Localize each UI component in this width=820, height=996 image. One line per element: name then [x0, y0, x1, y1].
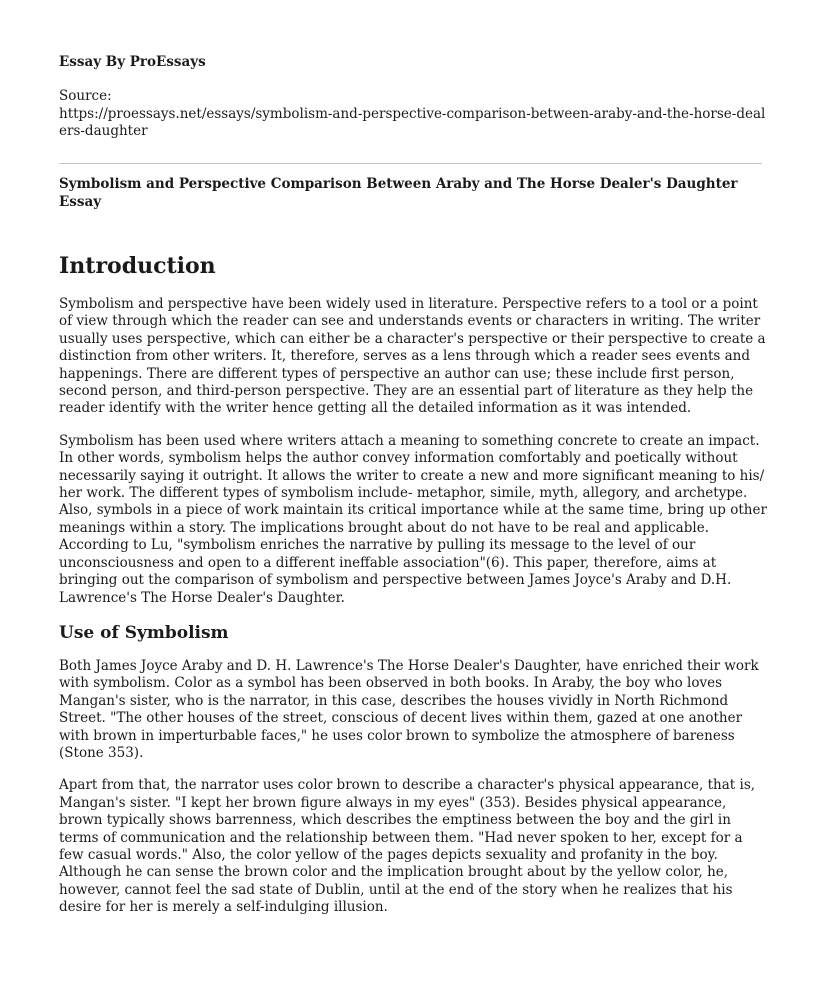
paragraph: Symbolism and perspective have been widely used in literature. Perspective refers to a tool or a point of view through which the reader can see and understands events or characters in writing. The writer usually uses perspective, which can either be a character's perspective or their perspective to create a distinction from other writers. It, therefore, serves as a lens through which a reader sees events and happenings. There are different types of perspective an author can use; these include first person, second person, and third-person perspective. They are an essential part of literature as they help the reader identify with the writer hence getting all the detailed information as it was intended.: [59, 296, 766, 417]
paragraph: Symbolism has been used where writers attach a meaning to something concrete to create an impact. In other words, symbolism helps the author convey information comfortably and poetically without necessarily saying it outright. It allows the writer to create a new and more significant meaning to his/ her work. The different types of symbolism include- metaphor, simile, myth, allegory, and archetype. Also, symbols in a piece of work maintain its critical importance while at the same time, bring up other meanings within a story. The implications brought about do not have to be real and applicable. According to Lu, "symbolism enriches the narrative by pulling its message to the level of our unconsciousness and open to a different ineffable association"(6). This paper, therefore, aims at bringing out the comparison of symbolism and perspective between James Joyce's Araby and D.H. Lawrence's The Horse Dealer's Daughter.: [59, 432, 767, 606]
paragraph: Apart from that, the narrator uses color brown to describe a character's physical appearance, that is, Mangan's sister. "I kept her brown figure always in my eyes" (353). Besides physical appearance, brown typically shows barrenness, which describes the emptiness between the boy and the girl in terms of communication and the relationship between them. "Had never spoken to her, except for a few casual words." Also, the color yellow of the pages depicts sexuality and profanity in the boy. Although he can sense the brown color and the implication brought about by the yellow color, he, however, cannot feel the sad state of Dublin, until at the end of the story when he realizes that his desire for her is merely a self-indulging illusion.: [59, 777, 756, 916]
source-block: [59, 88, 769, 141]
byline: Essay By ProEssays: [59, 54, 206, 70]
essay-title: Symbolism and Perspective Comparison Between Araby and The Horse Dealer's Daughter Essay: [59, 176, 738, 210]
source-label: Source:: [59, 88, 112, 104]
paragraph: Both James Joyce Araby and D. H. Lawrence's The Horse Dealer's Daughter, have enriched their work with symbolism. Color as a symbol has been observed in both books. In Araby, the boy who loves Mangan's sister, who is the narrator, in this case, describes the houses vividly in North Richmond Street. "The other houses of the street, conscious of decent lives within them, gazed at one another with brown in imperturbable faces," he uses color brown to symbolize the atmosphere of bareness (Stone 353).: [59, 657, 759, 761]
source-url[interactable]: https://proessays.net/essays/symbolism-and-perspective-comparison-between-araby-and-the-horse-dealers-daughter: [59, 105, 766, 139]
essay-body: [59, 252, 767, 932]
section-heading-use-of-symbolism: Use of Symbolism: [59, 622, 229, 643]
section-heading-introduction: Introduction: [59, 253, 216, 279]
divider: [59, 163, 762, 164]
